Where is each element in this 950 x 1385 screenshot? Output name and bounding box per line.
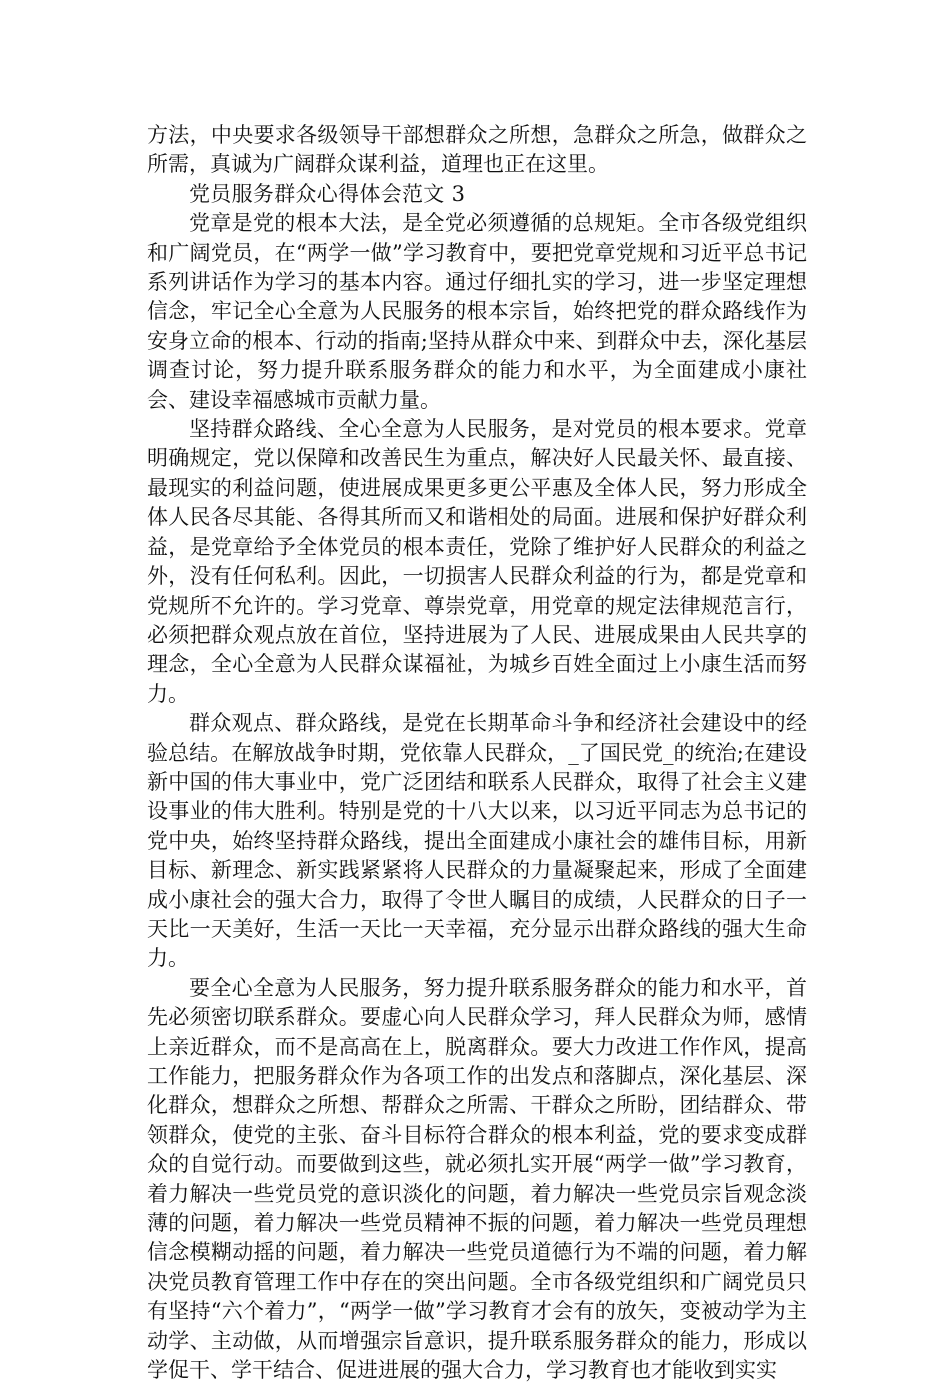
opening-fragment: 方法，中央要求各级领导干部想群众之所想，急群众之所急，做群众之所需，真诚为广阔群众谋利益，道理也正在这里。 [147,123,807,177]
paragraph-3: 群众观点、群众路线，是党在长期革命斗争和经济社会建设中的经验总结。在解放战争时期，党依靠人民群众，_了国民党_的统治;在建设新中国的伟大事业中，党广泛团结和联系人民群众，取得了社会主义建设事业的伟大胜利。特别是党的十八大以来，以习近平同志为总书记的党中央，始终坚持群众路线，提出全面建成小康社会的雄伟目标，用新目标、新理念、新实践紧紧将人民群众的力量凝聚起来，形成了全面建成小康社会的强大合力，取得了令世人瞩目的成绩，人民群众的日子一天比一天美好，生活一天比一天幸福，充分显示出群众路线的强大生命力。 [147,711,807,971]
paragraph-1: 党章是党的根本大法，是全党必须遵循的总规矩。全市各级党组织和广阔党员，在“两学一做”学习教育中，要把党章党规和习近平总书记系列讲话作为学习的基本内容。通过仔细扎实的学习，进一步坚定理想信念，牢记全心全意为人民服务的根本宗旨，始终把党的群众路线作为安身立命的根本、行动的指南;坚持从群众中来、到群众中去，深化基层调查讨论，努力提升联系服务群众的能力和水平，为全面建成小康社会、建设幸福感城市贡献力量。 [147,211,807,412]
paragraph-2: 坚持群众路线、全心全意为人民服务，是对党员的根本要求。党章明确规定，党以保障和改善民生为重点，解决好人民最关怀、最直接、最现实的利益问题，使进展成果更多更公平惠及全体人民，努力形成全体人民各尽其能、各得其所而又和谐相处的局面。进展和保护好群众利益，是党章给予全体党员的根本责任，党除了维护好人民群众的利益之外，没有任何私利。因此，一切损害人民群众利益的行为，都是党章和党规所不允许的。学习党章、尊崇党章，用党章的规定法律规范言行，必须把群众观点放在首位，坚持进展为了人民、进展成果由人民共享的理念，全心全意为人民群众谋福祉，为城乡百姓全面过上小康生活而努力。 [147,417,807,706]
paragraph-4: 要全心全意为人民服务，努力提升联系服务群众的能力和水平，首先必须密切联系群众。要虚心向人民群众学习，拜人民群众为师，感情上亲近群众，而不是高高在上，脱离群众。要大力改进工作作风，提高工作能力，把服务群众作为各项工作的出发点和落脚点，深化基层、深化群众，想群众之所想、帮群众之所需、干群众之所盼，团结群众、带领群众，使党的主张、奋斗目标符合群众的根本利益，党的要求变成群众的自觉行动。而要做到这些，就必须扎实开展“两学一做”学习教育，着力解决一些党员党的意识淡化的问题，着力解决一些党员宗旨观念淡薄的问题，着力解决一些党员精神不振的问题，着力解决一些党员理想信念模糊动摇的问题，着力解决一些党员道德行为不端的问题，着力解决党员教育管理工作中存在的突出问题。全市各级党组织和广阔党员只有坚持“六个着力”，“两学一做”学习教育才会有的放矢，变被动学为主动学、主动做，从而增强宗旨意识，提升联系服务群众的能力，形成以学促干、学干结合、促进进展的强大合力，学习教育也才能收到实实 [147,975,807,1383]
document-body [147,121,807,1385]
section-title: 党员服务群众心得体会范文 3 [189,181,466,206]
